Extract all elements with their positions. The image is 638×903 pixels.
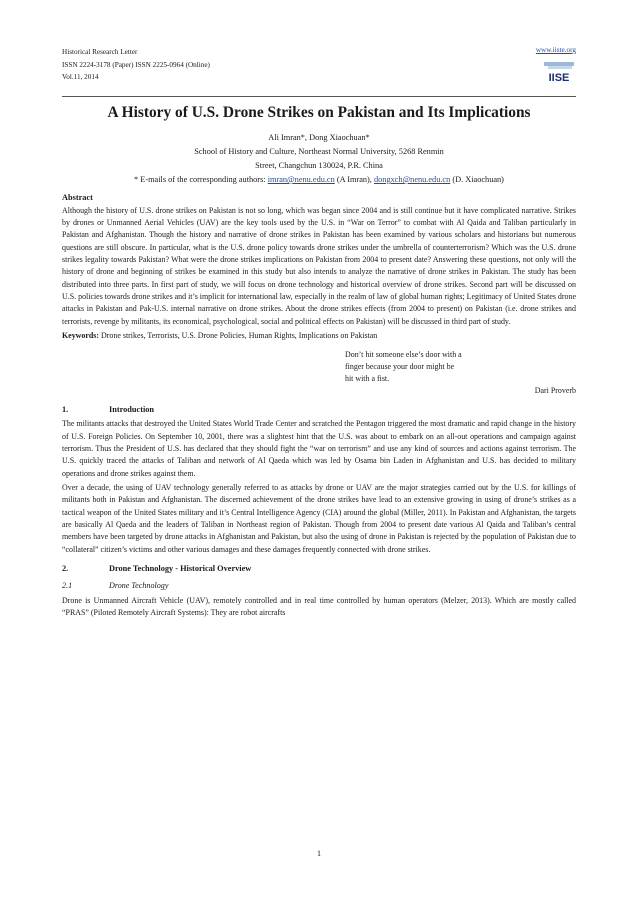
header-rule <box>62 96 576 97</box>
page-header <box>62 46 576 94</box>
email-prefix: * E-mails of the corresponding authors: <box>134 175 268 184</box>
epigraph-attribution: Dari Proverb <box>534 385 576 395</box>
authors: Ali Imran*, Dong Xiaochuan* <box>268 133 370 142</box>
epigraph <box>345 349 505 384</box>
subsection-2-1-title: Drone Technology <box>109 581 169 591</box>
email-link-dong[interactable]: dongxch@nenu.edu.cn <box>373 175 451 184</box>
subsection-2-1-heading <box>62 580 576 593</box>
keywords <box>62 330 576 342</box>
svg-text:IISE: IISE <box>548 72 570 84</box>
abstract-text: Although the history of U.S. drone strikes on Pakistan is not so long, which was began since 2004 and is still continue but it have complicated narrative. Strikes by drones or Unmanned Aerial Vehicles (UAV) are the key tools used by the U.S. in “War on Terror” to combat with Al Qaida and Taliban particularly in Pakistan and Afghanistan. Though the history and narrative of drone strikes in Pakistan has been examined by various scholars and historians but numerous questions are still obscure. In particular, what is the U.S. drone policy towards drone strikes under the umbrella of counterterrorism? Which was the U.S. drone strikes legality towards Pakistan? What were the drone strikes implications on Pakistan from 2004 to present date? Answering these questions, not only will the history of drone and beginning of strikes be examined in this study but also intends to analyze the narrative of drone strikes in Pakistan. The study has been distributed into three parts. In first part of study, we will focus on drone technology and historical overview of drone strikes. Second part will be discussed on U.S. policies towards drone strikes and it’s implicit for international law, especially in the realm of law of global human rights; Legitimacy of United States drone attacks in Pakistan and Pak-U.S. internal narrative on drone strikes. About the drone strikes effects (from 2004 to present) on Pakistan (i.e. drone strikes and terrorists, revenge by militants, its economical, psychological, social and political effects on Pakistan) will be discussed in third part of study. <box>62 205 576 326</box>
paper-title: A History of U.S. Drone Strikes on Pakistan and Its Implications <box>107 104 531 121</box>
affiliation-line-1: School of History and Culture, Northeast Normal University, 5268 Renmin <box>194 147 444 156</box>
email-link-imran[interactable]: imran@nenu.edu.cn <box>267 175 335 184</box>
section-2-number: 2. <box>62 563 69 573</box>
iiste-logo <box>542 60 576 84</box>
page-number: 1 <box>317 849 321 858</box>
drone-tech-paragraph: Drone is Unmanned Aircraft Vehicle (UAV), remotely controlled and in real time controlled by human operators (Melzer, 2013). Which are mostly called “PRAS” (Piloted Remotely Aircraft Systems): They are robot aircrafts <box>62 595 576 618</box>
affiliation-line-2: Street, Changchun 130024, P.R. China <box>255 161 383 170</box>
volume-line: Vol.11, 2014 <box>62 73 99 81</box>
epigraph-line-3: hit with a fist. <box>345 373 390 383</box>
keywords-label: Keywords: <box>62 330 100 340</box>
journal-name: Historical Research Letter <box>62 48 138 56</box>
intro-paragraph-2: Over a decade, the using of UAV technology generally referred to as attacks by drone or UAV are the major strategies carried out by the U.S. for killings of militants both in Pakistan and Afghanistan. The discerned achievement of the drone strikes have lead to an extensive growing in using of drone’s strikes as a tactical weapon of the United States military and it’s Central Intelligence Agency (CIA) around the global (Miller, 2011). In Pakistan and Afghanistan, the targets are basically Al Qaeda and the leaders of Taliban in Northeast region of Pakistan. Though from 2004 to present date various Al Qaida and Taliban’s central members have been targeted by drone attacks in Afghanistan and Pakistan, but also the using of drone in Pakistan is rejected by the population of Pakistan due to “collateral” citizen’s victims and other various damages and these damages frequently connected with drone strikes. <box>62 482 576 554</box>
issn-line: ISSN 2224-3178 (Paper) ISSN 2225-0964 (Online) <box>62 60 210 69</box>
corresponding-emails <box>62 173 576 187</box>
section-1-heading <box>62 404 576 417</box>
section-2-title: Drone Technology - Historical Overview <box>109 563 252 573</box>
email-1-name: (A Imran), <box>334 175 374 184</box>
epigraph-line-1: Don’t hit someone else’s door with a <box>345 350 462 360</box>
subsection-2-1-number: 2.1 <box>62 581 73 591</box>
section-1-number: 1. <box>62 404 69 414</box>
keywords-text: Drone strikes, Terrorists, U.S. Drone Policies, Human Rights, Implications on Pakistan <box>99 330 378 340</box>
paper-body <box>62 104 576 622</box>
intro-paragraph-1: The militants attacks that destroyed the United States World Trade Center and scratched the Pentagon triggered the most dramatic and rapid change in the history of U.S. Foreign Policies. On September 10, 2001, there was a slightest hint that the U.S. was about to embark on an all-out operations and campaign against terrorism. Thus the President of U.S. has declared that they should fight the “war on terrorism” and use any kind of sources and actions against terrorism. The U.S. quickly traced the attacks of Taliban and network of Al Qaeda which was led by Osama bin Laden in Afghanistan and U.S. has decided to military operations and drone strikes against them. <box>62 419 576 478</box>
section-1-title: Introduction <box>109 404 155 414</box>
epigraph-line-2: finger because your door might be <box>345 362 455 372</box>
abstract-heading: Abstract <box>62 193 93 202</box>
section-2-heading <box>62 563 576 576</box>
journal-url-link[interactable]: www.iiste.org <box>535 46 576 54</box>
email-2-name: (D. Xiaochuan) <box>450 175 504 184</box>
